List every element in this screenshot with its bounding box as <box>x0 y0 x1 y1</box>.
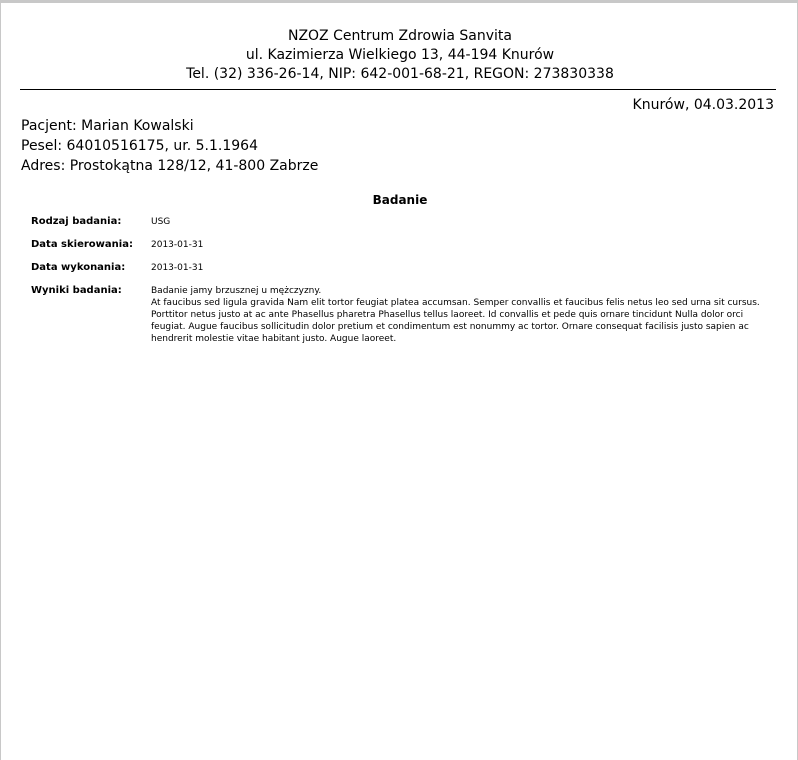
patient-pesel: Pesel: 64010516175, ur. 5.1.1964 <box>21 138 258 154</box>
patient-info <box>21 116 318 176</box>
performed-date-label: Data wykonania: <box>31 262 126 273</box>
results-details: At faucibus sed ligula gravida Nam elit tortor feugiat platea accumsan. Semper convallis et faucibus felis netus leo sed urna sit cursus. Porttitor netus justo at ac ante Phasellus pharetra Phasellus tellus laoreet. Id convallis et pede quis ornare tincidunt Nulla dolor orci feugiat. Augue faucibus sollicitudin dolor pretium et condimentum est nonummy ac tortor. Ornare consequat facilisis justo sapien ac hendrerit molestie vitae habitant justo. Augue laoreet. <box>151 298 760 344</box>
clinic-name: NZOZ Centrum Zdrowia Sanvita <box>287 28 513 44</box>
examination-fields <box>31 215 771 354</box>
field-row-referral <box>31 238 771 252</box>
exam-type-label: Rodzaj badania: <box>31 216 122 227</box>
clinic-header <box>1 27 798 84</box>
place-date: Knurów, 04.03.2013 <box>632 97 774 113</box>
field-row-results <box>31 284 771 345</box>
field-row-type <box>31 215 771 229</box>
results-summary: Badanie jamy brzusznej u mężczyzny. <box>151 286 322 296</box>
header-divider <box>20 89 776 90</box>
patient-name: Pacjent: Marian Kowalski <box>21 118 194 134</box>
exam-type-value: USG <box>151 217 171 227</box>
clinic-contact: Tel. (32) 336-26-14, NIP: 642-001-68-21, REGON: 273830338 <box>186 66 614 82</box>
referral-date-value: 2013-01-31 <box>151 240 204 250</box>
results-label: Wyniki badania: <box>31 285 122 296</box>
patient-address: Adres: Prostokątna 128/12, 41-800 Zabrze <box>21 158 319 174</box>
performed-date-value: 2013-01-31 <box>151 263 204 273</box>
referral-date-label: Data skierowania: <box>31 239 133 250</box>
field-row-performed <box>31 261 771 275</box>
results-value <box>151 284 771 345</box>
clinic-address: ul. Kazimierza Wielkiego 13, 44-194 Knurów <box>245 47 555 63</box>
section-title: Badanie <box>372 193 428 207</box>
